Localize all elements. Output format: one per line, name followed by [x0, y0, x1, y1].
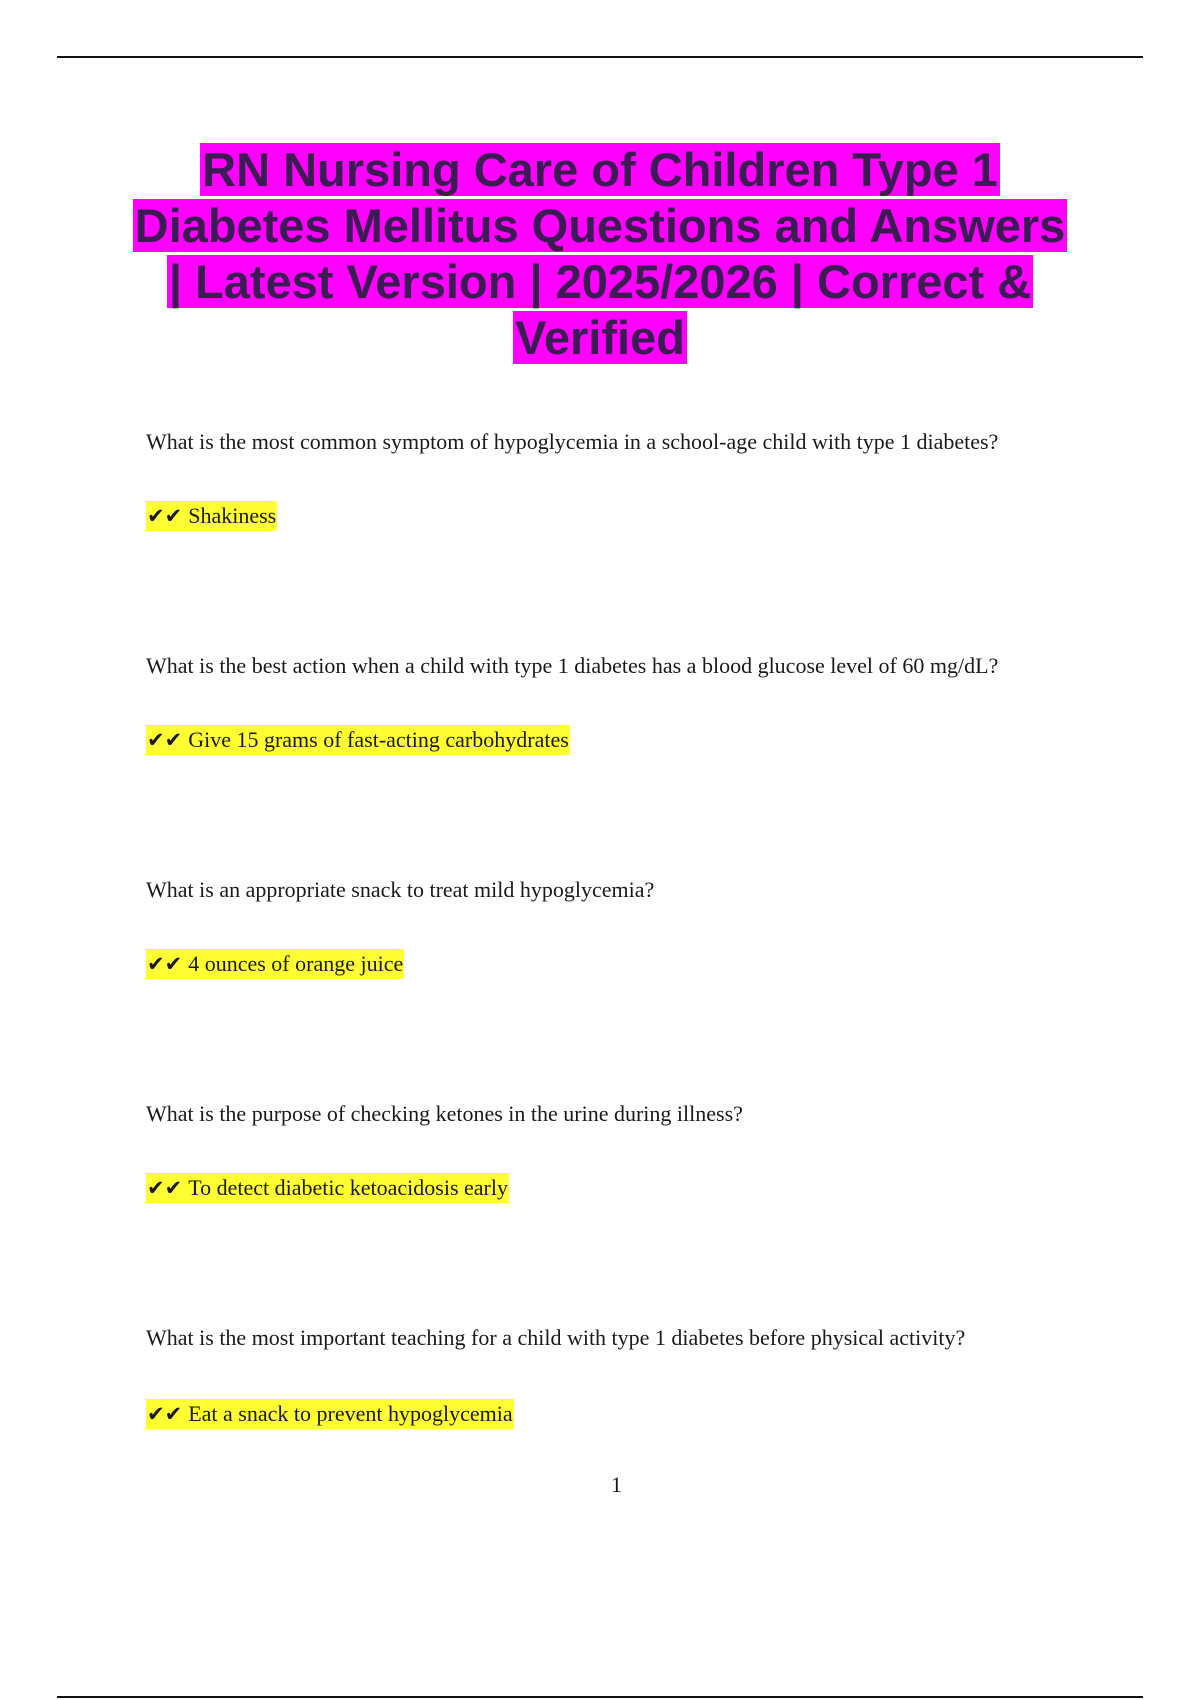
answer-3 — [146, 949, 404, 979]
qa-item-1 — [146, 427, 1106, 528]
question-2: What is the best action when a child with type 1 diabetes has a blood glucose level of 60 mg/dL? — [146, 653, 999, 678]
qa-item-3 — [146, 875, 1106, 976]
check-icon: ✔✔ — [147, 952, 183, 976]
answer-2-text: Give 15 grams of fast-acting carbohydrates — [188, 727, 569, 752]
answer-4-text: To detect diabetic ketoacidosis early — [188, 1175, 508, 1200]
check-icon: ✔✔ — [147, 1402, 183, 1426]
check-icon: ✔✔ — [147, 728, 183, 752]
check-icon: ✔✔ — [147, 1176, 183, 1200]
title-text: RN Nursing Care of Children Type 1 Diabetes Mellitus Questions and Answers | Latest Version | 2025/2026 | Correct & Verified — [134, 143, 1066, 364]
answer-2-highlight — [146, 725, 570, 755]
answer-5-text: Eat a snack to prevent hypoglycemia — [188, 1401, 513, 1426]
bottom-rule — [57, 1696, 1143, 1698]
check-icon: ✔✔ — [147, 504, 183, 528]
question-3: What is an appropriate snack to treat mild hypoglycemia? — [146, 877, 655, 902]
answer-3-highlight — [146, 949, 404, 979]
qa-item-5 — [146, 1323, 1106, 1426]
answer-1-text: Shakiness — [188, 503, 277, 528]
document-title — [130, 142, 1070, 366]
answer-4 — [146, 1173, 509, 1203]
page-number: 1 — [611, 1472, 622, 1497]
answer-4-highlight — [146, 1173, 509, 1203]
answer-3-text: 4 ounces of orange juice — [188, 951, 404, 976]
answer-1 — [146, 501, 277, 531]
qa-item-4 — [146, 1099, 1106, 1200]
top-rule — [57, 56, 1143, 58]
answer-5 — [146, 1399, 514, 1429]
question-1: What is the most common symptom of hypoglycemia in a school-age child with type 1 diabetes? — [146, 429, 999, 454]
answer-2 — [146, 725, 570, 755]
question-5: What is the most important teaching for a child with type 1 diabetes before physical activity? — [146, 1325, 966, 1350]
question-4: What is the purpose of checking ketones in the urine during illness? — [146, 1101, 743, 1126]
qa-item-2 — [146, 651, 1106, 752]
answer-1-highlight — [146, 501, 277, 531]
answer-5-highlight — [146, 1399, 514, 1429]
